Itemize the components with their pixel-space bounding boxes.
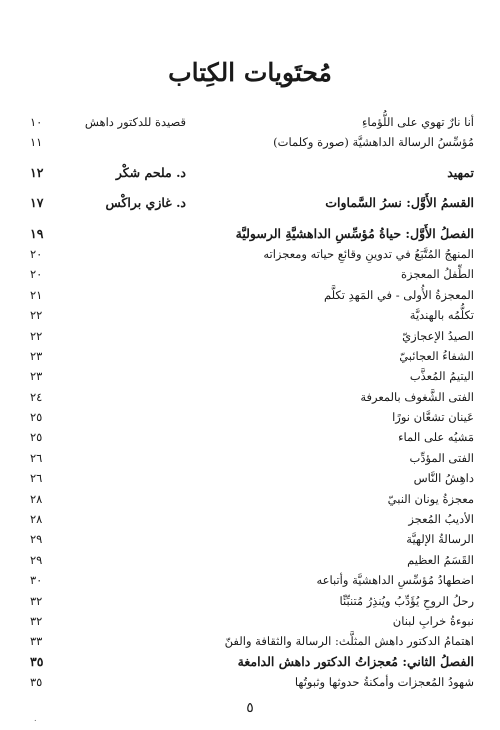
toc-entry[interactable]	[30, 448, 474, 468]
toc-entry-title: اضطهادُ مُؤسِّسِ الداهشيَّة وأتباعه	[316, 573, 474, 588]
toc-entry-page: ٣٠	[30, 573, 43, 588]
toc-entry[interactable]	[30, 672, 474, 692]
toc-entry-page: ٢٥	[30, 430, 43, 445]
toc-entry[interactable]	[30, 326, 474, 346]
toc-entry[interactable]	[30, 305, 474, 325]
toc-entry[interactable]	[30, 529, 474, 549]
toc-entry-title: الفصلُ الأَوَّل: حياةُ مُؤسِّسِ الداهشيَّةِ الرسوليَّة	[235, 225, 474, 241]
toc-entry-title: الفتى الشَّغوف بالمعرفة	[360, 389, 474, 404]
toc-entry[interactable]	[30, 570, 474, 590]
toc-entry-title: الصيدُ الإعجازيّ	[402, 328, 474, 343]
toc-entry-title: الشفاءُ العجائبيّ	[399, 348, 474, 363]
toc-entry-page: ٢٨	[30, 512, 43, 527]
toc-entry-page: ٣٥	[30, 653, 44, 669]
page-number: ٥	[246, 700, 254, 716]
toc-entry-page: ٢١	[30, 287, 43, 302]
toc-entry-page: ١٢	[30, 164, 44, 180]
toc-entry[interactable]	[30, 387, 474, 407]
toc-entry[interactable]	[30, 132, 474, 152]
toc-entry-title: الرسالةُ الإلهيَّة	[406, 532, 474, 547]
section-gap	[30, 153, 474, 163]
toc-entry[interactable]	[30, 631, 474, 651]
toc-entry-title: القَسَمُ العظيم	[407, 552, 474, 567]
toc-entry-page: ٢٥	[30, 410, 43, 425]
section-gap	[30, 214, 474, 224]
toc-entry-title: اليتيمُ المُعذَّب	[409, 369, 474, 384]
toc-entry-title: داهِشُ النَّاس	[413, 471, 474, 486]
toc-entry-title: الطِّفلُ المعجزة	[400, 267, 474, 282]
toc-entry[interactable]	[30, 591, 474, 611]
toc-entry-title: المعجزةُ الأُولى - في المَهدِ تكلَّم	[323, 287, 474, 302]
toc-entry-page: ٢٢	[30, 308, 43, 323]
toc-entry[interactable]	[30, 346, 474, 366]
toc-entry[interactable]	[30, 489, 474, 509]
toc-entry[interactable]	[30, 193, 474, 213]
toc-entry-page: ٢٦	[30, 450, 43, 465]
toc-entry[interactable]	[30, 264, 474, 284]
toc-entry-author: قصيدة للدكتور داهش	[84, 115, 186, 129]
toc-entry-title: نبوءةُ خرابِ لبنان	[392, 613, 474, 628]
toc-entry-page: ٢٣	[30, 348, 43, 363]
toc-entry[interactable]	[30, 611, 474, 631]
page-title: مُحتَويات الكِتاب	[168, 58, 332, 87]
toc-entry-title: الفتى المؤدِّب	[409, 450, 474, 465]
toc-entry[interactable]	[30, 468, 474, 488]
toc-entry[interactable]	[30, 224, 474, 244]
toc-entry-author: د. غازي براكْس	[105, 195, 186, 211]
toc-entry-page: ٣٢	[30, 613, 43, 628]
toc-entry[interactable]	[30, 427, 474, 447]
page-mark: .	[34, 714, 37, 723]
toc-entry[interactable]	[30, 112, 474, 132]
toc-entry-title: معجزةُ يونان النبيّ	[387, 491, 474, 506]
toc-entry-page: ١١	[30, 135, 43, 150]
toc-entry[interactable]	[30, 407, 474, 427]
toc-entry-title: رحلُ الروحِ يُؤَدِّبُ ويُنذِرُ مُتنبِّئًا	[339, 593, 474, 608]
toc-entry-page: ١٠	[30, 115, 43, 129]
toc-entry-author: د. ملحم شكْر	[115, 164, 186, 180]
toc-entry-page: ٢٦	[30, 471, 43, 486]
toc-entry[interactable]	[30, 163, 474, 183]
toc-entry-title: شهودُ المُعجزات وأمكنةُ حدوثها وثبوتُها	[294, 675, 474, 690]
toc-entry-title: تمهيد	[447, 164, 474, 180]
table-of-contents	[30, 112, 474, 693]
toc-entry-title: تكلُّمُه بالهنديَّة	[409, 308, 474, 323]
toc-entry[interactable]	[30, 285, 474, 305]
toc-entry-page: ٢٠	[30, 267, 43, 282]
section-gap	[30, 183, 474, 193]
toc-entry-page: ٢٩	[30, 532, 43, 547]
toc-entry[interactable]	[30, 652, 474, 672]
toc-entry-page: ١٧	[30, 195, 44, 211]
toc-entry-page: ٢٨	[30, 491, 43, 506]
toc-entry-title: عَينان تشعَّان نورًا	[392, 410, 474, 425]
toc-entry-title: الفصلُ الثاني: مُعجزاتُ الدكتور داهش الدامغة	[237, 653, 474, 669]
toc-entry-page: ٣٣	[30, 634, 43, 649]
toc-entry-title: مَشيُه على الماء	[398, 430, 474, 445]
toc-entry-title: اهتمامُ الدكتور داهش المثلَّث: الرسالة والثقافة والفنّ	[224, 634, 474, 649]
toc-entry-title: مُؤسِّسُ الرسالة الداهشيَّة (صورة وكلمات)	[273, 135, 474, 150]
toc-entry-page: ٣٥	[30, 675, 43, 690]
toc-entry[interactable]	[30, 550, 474, 570]
toc-entry[interactable]	[30, 244, 474, 264]
toc-entry-title: أنا نارٌ تهوي على اللُّؤماءِ	[362, 115, 474, 129]
toc-entry-page: ٢٤	[30, 389, 43, 404]
toc-entry[interactable]	[30, 366, 474, 386]
toc-entry-page: ٢٢	[30, 328, 43, 343]
toc-entry-title: القسمُ الأَوَّل: نسرُ السَّماوات	[325, 195, 474, 211]
toc-entry-page: ٢٠	[30, 246, 43, 261]
toc-entry-page: ١٩	[30, 225, 44, 241]
toc-entry-page: ٣٢	[30, 593, 43, 608]
toc-entry-title: المنهجُ المُتَّبَعُ في تدوينِ وقائعِ حياته ومعجزاته	[263, 246, 474, 261]
toc-entry-title: الأديبُ المُعجز	[408, 512, 474, 527]
toc-entry-page: ٢٣	[30, 369, 43, 384]
toc-entry-page: ٢٩	[30, 552, 43, 567]
toc-entry[interactable]	[30, 509, 474, 529]
